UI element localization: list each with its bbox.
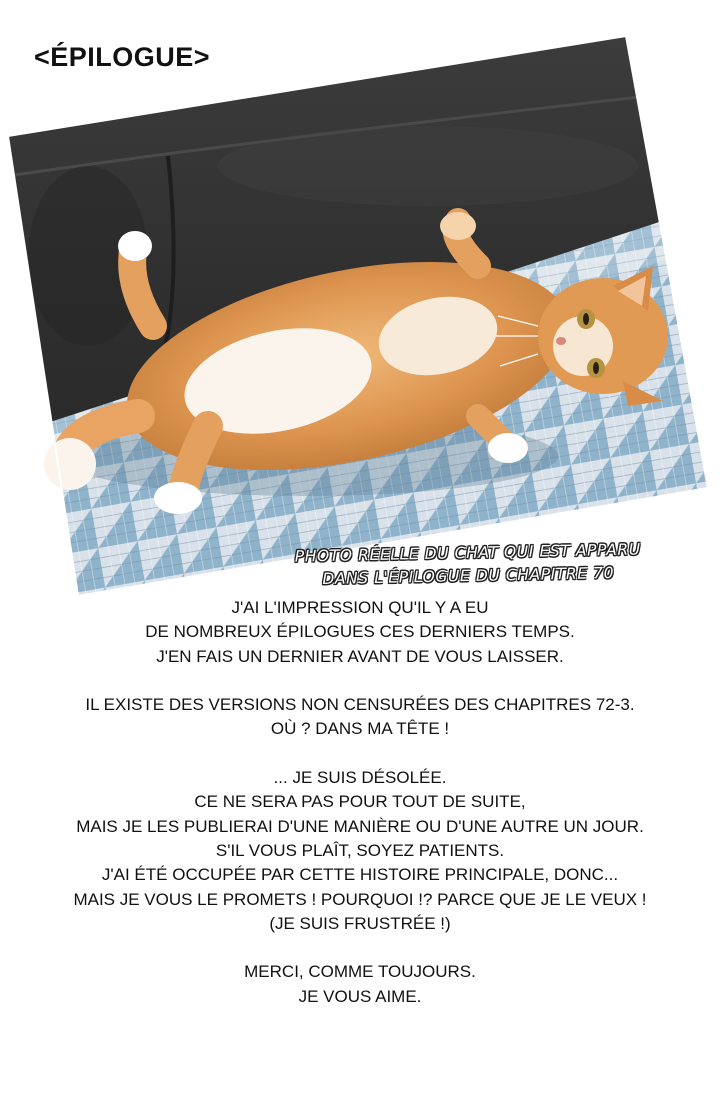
photo-caption-line: DANS L'ÉPILOGUE DU CHAPITRE 70 [322,563,615,589]
page-title: <ÉPILOGUE> [34,42,211,72]
text-line: S'IL VOUS PLAÎT, SOYEZ PATIENTS. [215,840,505,860]
text-line: J'EN FAIS UN DERNIER AVANT DE VOUS LAISSER. [156,646,564,666]
paragraph [0,766,720,936]
text-line: DE NOMBREUX ÉPILOGUES CES DERNIERS TEMPS. [145,622,575,642]
photo-caption-line: PHOTO RÉELLE DU CHAT QUI EST APPARU [294,540,641,566]
text-line: MERCI, COMME TOUJOURS. [244,962,476,982]
text-line: CE NE SERA PAS POUR TOUT DE SUITE, [194,792,526,812]
text-line: J'AI L'IMPRESSION QU'IL Y A EU [231,598,489,617]
text-line: JE VOUS AIME. [298,986,422,1006]
paragraph [0,693,720,742]
epilogue-text [0,596,720,1033]
text-line: MAIS JE LES PUBLIERAI D'UNE MANIÈRE OU D'UNE AUTRE UN JOUR. [76,816,644,836]
text-line: MAIS JE VOUS LE PROMETS ! POURQUOI !? PARCE QUE JE LE VEUX ! [73,889,647,909]
paragraph [0,960,720,1009]
text-line: J'AI ÉTÉ OCCUPÉE PAR CETTE HISTOIRE PRINCIPALE, DONC... [101,865,619,885]
text-line: ... JE SUIS DÉSOLÉE. [273,768,447,788]
photo-caption [248,537,689,592]
paragraph [0,596,720,669]
cat-photo [8,36,708,596]
cat-photo-illustration [8,36,708,596]
text-line: IL EXISTE DES VERSIONS NON CENSURÉES DES CHAPITRES 72-3. [85,695,635,715]
text-line: (JE SUIS FRUSTRÉE !) [269,913,451,933]
text-line: OÙ ? DANS MA TÊTE ! [270,719,450,739]
